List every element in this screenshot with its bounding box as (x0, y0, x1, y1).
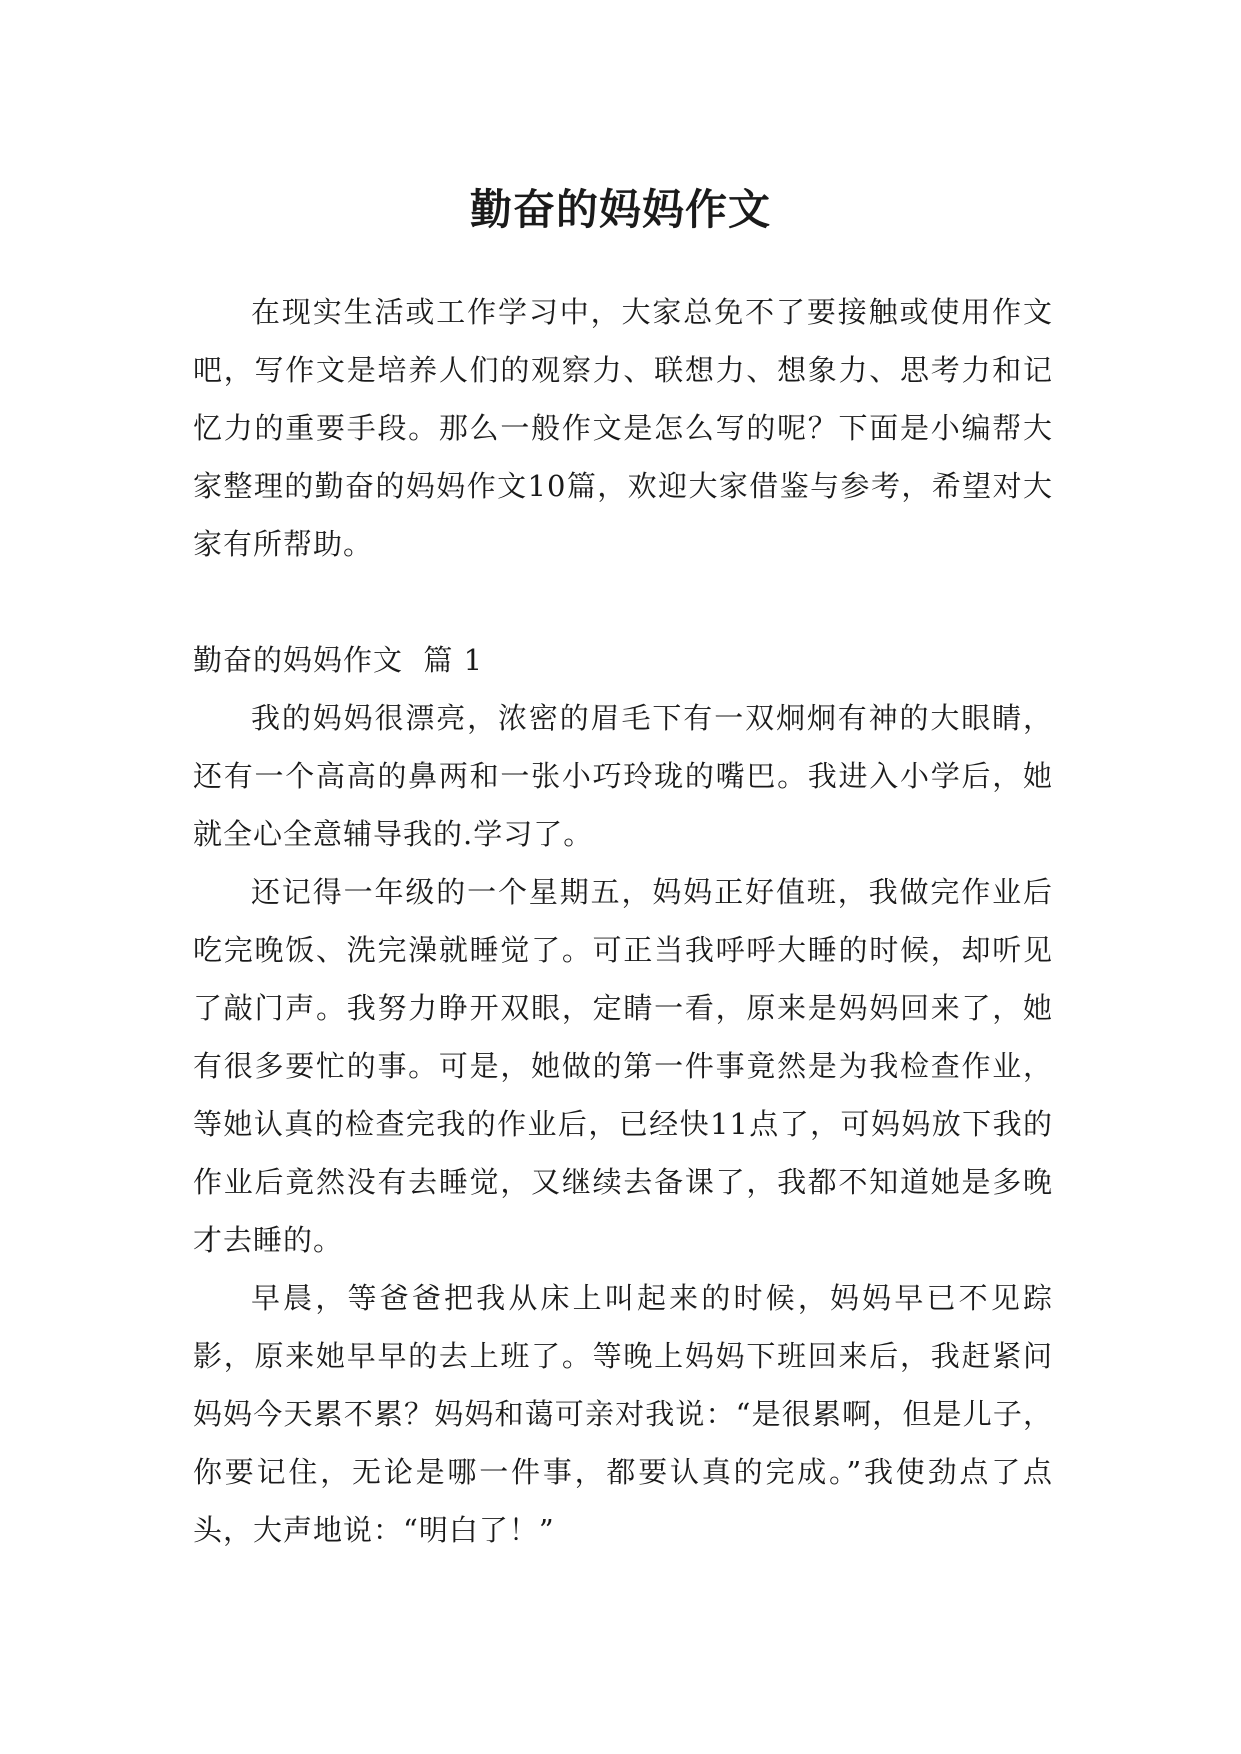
section-heading: 勤奋的妈妈作文 篇 1 (193, 643, 484, 677)
document-body (193, 283, 1053, 1559)
document-title: 勤奋的妈妈作文 (469, 185, 771, 235)
body-paragraph-2: 还记得一年级的一个星期五，妈妈正好值班，我做完作业后吃完晚饭、洗完澡就睡觉了。可正当我呼呼大睡的时候，却听见了敲门声。我努力睁开双眼，定睛一看，原来是妈妈回来了，她有很多要忙的事。可是，她做的第一件事竟然是为我检查作业，等她认真的检查完我的作业后，已经快11点了，可妈妈放下我的作业后竟然没有去睡觉，又继续去备课了，我都不知道她是多晚才去睡的。 (193, 875, 1053, 1257)
body-paragraph-3: 早晨，等爸爸把我从床上叫起来的时候，妈妈早已不见踪影，原来她早早的去上班了。等晚上妈妈下班回来后，我赶紧问妈妈今天累不累？妈妈和蔼可亲对我说：“是很累啊，但是儿子，你要记住，无论是哪一件事，都要认真的完成。”我使劲点了点头，大声地说：“明白了！” (193, 1281, 1053, 1547)
body-paragraph-1: 我的妈妈很漂亮，浓密的眉毛下有一双炯炯有神的大眼睛，还有一个高高的鼻两和一张小巧玲珑的嘴巴。我进入小学后，她就全心全意辅导我的.学习了。 (193, 701, 1053, 851)
intro-paragraph: 在现实生活或工作学习中，大家总免不了要接触或使用作文吧，写作文是培养人们的观察力、联想力、想象力、思考力和记忆力的重要手段。那么一般作文是怎么写的呢？下面是小编帮大家整理的勤奋的妈妈作文10篇，欢迎大家借鉴与参考，希望对大家有所帮助。 (193, 295, 1053, 561)
